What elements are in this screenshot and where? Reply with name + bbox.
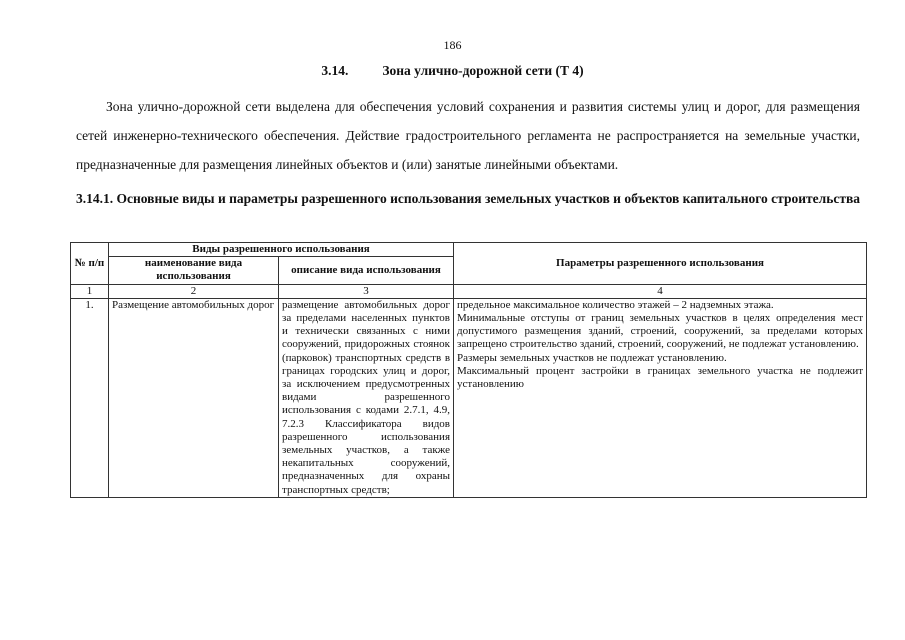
- param-floors: предельное максимальное количество этажей – 2 надземных этажа.: [457, 298, 774, 311]
- table-header-row: [71, 243, 867, 257]
- subsection-title: Основные виды и параметры разрешенного использования земельных участков и объектов капитального строительства: [116, 191, 861, 206]
- subsection-number: 3.14.1.: [76, 191, 114, 206]
- param-plot-size: Размеры земельных участков не подлежат установлению.: [457, 351, 727, 364]
- column-number-row: [71, 284, 867, 298]
- intro-paragraph: Зона улично-дорожной сети выделена для обеспечения условий сохранения и развития системы улиц и дорог, для размещения сетей инженерно-технического обеспечения. Действие градостроительного регламента не распространяется на земельные участки, предназначенные для размещения линейных объектов и (или) занятые линейными объектами.: [76, 99, 860, 172]
- column-number: 4: [454, 284, 867, 298]
- row-params: [454, 298, 867, 497]
- page-number: 186: [443, 38, 462, 52]
- column-number: 3: [279, 284, 454, 298]
- column-number: 2: [109, 284, 279, 298]
- param-setbacks: Минимальные отступы от границ земельных участков в целях определения мест допустимого размещения зданий, строений, сооружений, за пределами которых запрещено строительство зданий, строений, сооружений, не подлежат установлению.: [457, 312, 864, 351]
- section-title: [0, 63, 905, 79]
- row-num: 1.: [71, 298, 109, 497]
- table-row: [71, 298, 867, 497]
- header-name: наименование вида использования: [109, 257, 279, 284]
- header-description: описание вида использования: [279, 257, 454, 284]
- section-number: 3.14.: [321, 63, 349, 78]
- section-title-text: Зона улично-дорожной сети (Т 4): [382, 63, 584, 78]
- param-coverage: Максимальный процент застройки в границах земельного участка не подлежит установлению: [457, 364, 864, 391]
- column-number: 1: [71, 284, 109, 298]
- header-num: № п/п: [71, 243, 109, 285]
- subsection-heading: [76, 190, 905, 207]
- header-group: Виды разрешенного использования: [109, 243, 454, 257]
- land-use-table: [70, 242, 867, 498]
- row-name: Размещение автомобильных дорог: [109, 298, 279, 497]
- header-params: Параметры разрешенного использования: [454, 243, 867, 285]
- row-description: размещение автомобильных дорог за пределами населенных пунктов и технически связанных с ними сооружений, придорожных стоянок (парковок) транспортных средств в границах городских улиц и дорог, за исключением предусмотренных видами разрешенного использования с кодами 2.7.1, 4.9, 7.2.3 Классификатора видов разрешенного использования земельных участков, а также некапитальных сооружений, предназначенных для охраны транспортных средств;: [279, 298, 454, 497]
